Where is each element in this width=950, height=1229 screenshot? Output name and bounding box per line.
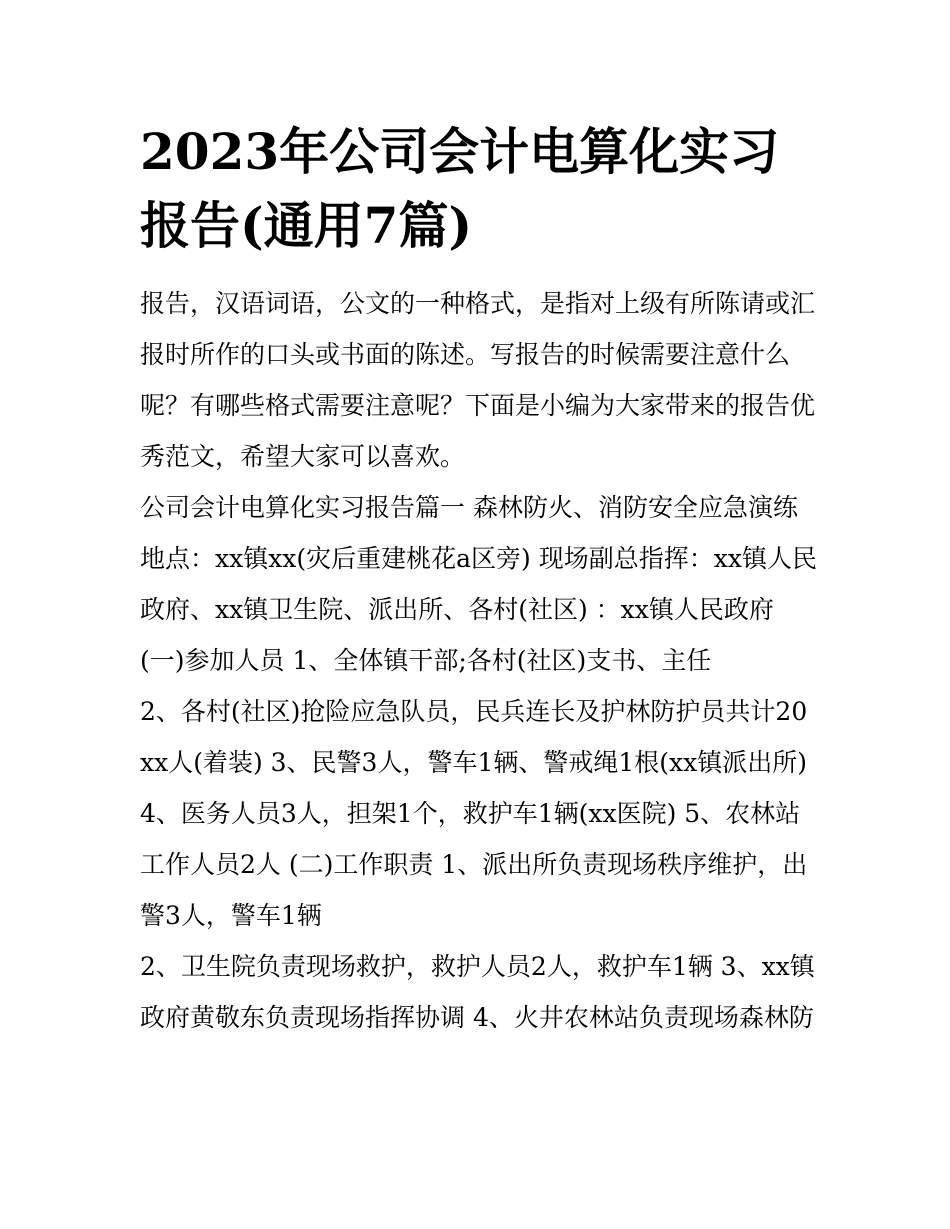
paragraph-personnel-2: 2、各村(社区)抢险应急队员，民兵连长及护林防护员共计20xx人(着装) 3、民警3人，警车1辆、警戒绳1根(xx镇派出所) <box>140 697 808 777</box>
paragraph-intro: 报告，汉语词语，公文的一种格式，是指对上级有所陈请或汇报时所作的口头或书面的陈述。写报告的时候需要注意什么呢？有哪些格式需要注意呢？下面是小编为大家带来的报告优秀范文，希望大家可以喜欢。 <box>140 289 816 471</box>
document-title: 2023年公司会计电算化实习报告(通用7篇) <box>140 122 780 255</box>
document-body <box>140 278 820 1043</box>
paragraph-drill-info: 公司会计电算化实习报告篇一 森林防火、消防安全应急演练地点：xx镇xx(灾后重建桃花a区旁) 现场副总指挥：xx镇人民政府、xx镇卫生院、派出所、各村(社区) ：xx镇人民政府 (一)参加人员 1、全体镇干部;各村(社区)支书、主任 <box>140 493 817 675</box>
paragraph-duties-2: 2、卫生院负责现场救护，救护人员2人，救护车1辆 3、xx镇政府黄敬东负责现场指挥协调 4、火井农林站负责现场森林防 <box>140 952 815 1032</box>
paragraph-personnel-4: 4、医务人员3人，担架1个，救护车1辆(xx医院) 5、农林站工作人员2人 (二)工作职责 1、派出所负责现场秩序维护，出警3人，警车1辆 <box>140 799 808 930</box>
